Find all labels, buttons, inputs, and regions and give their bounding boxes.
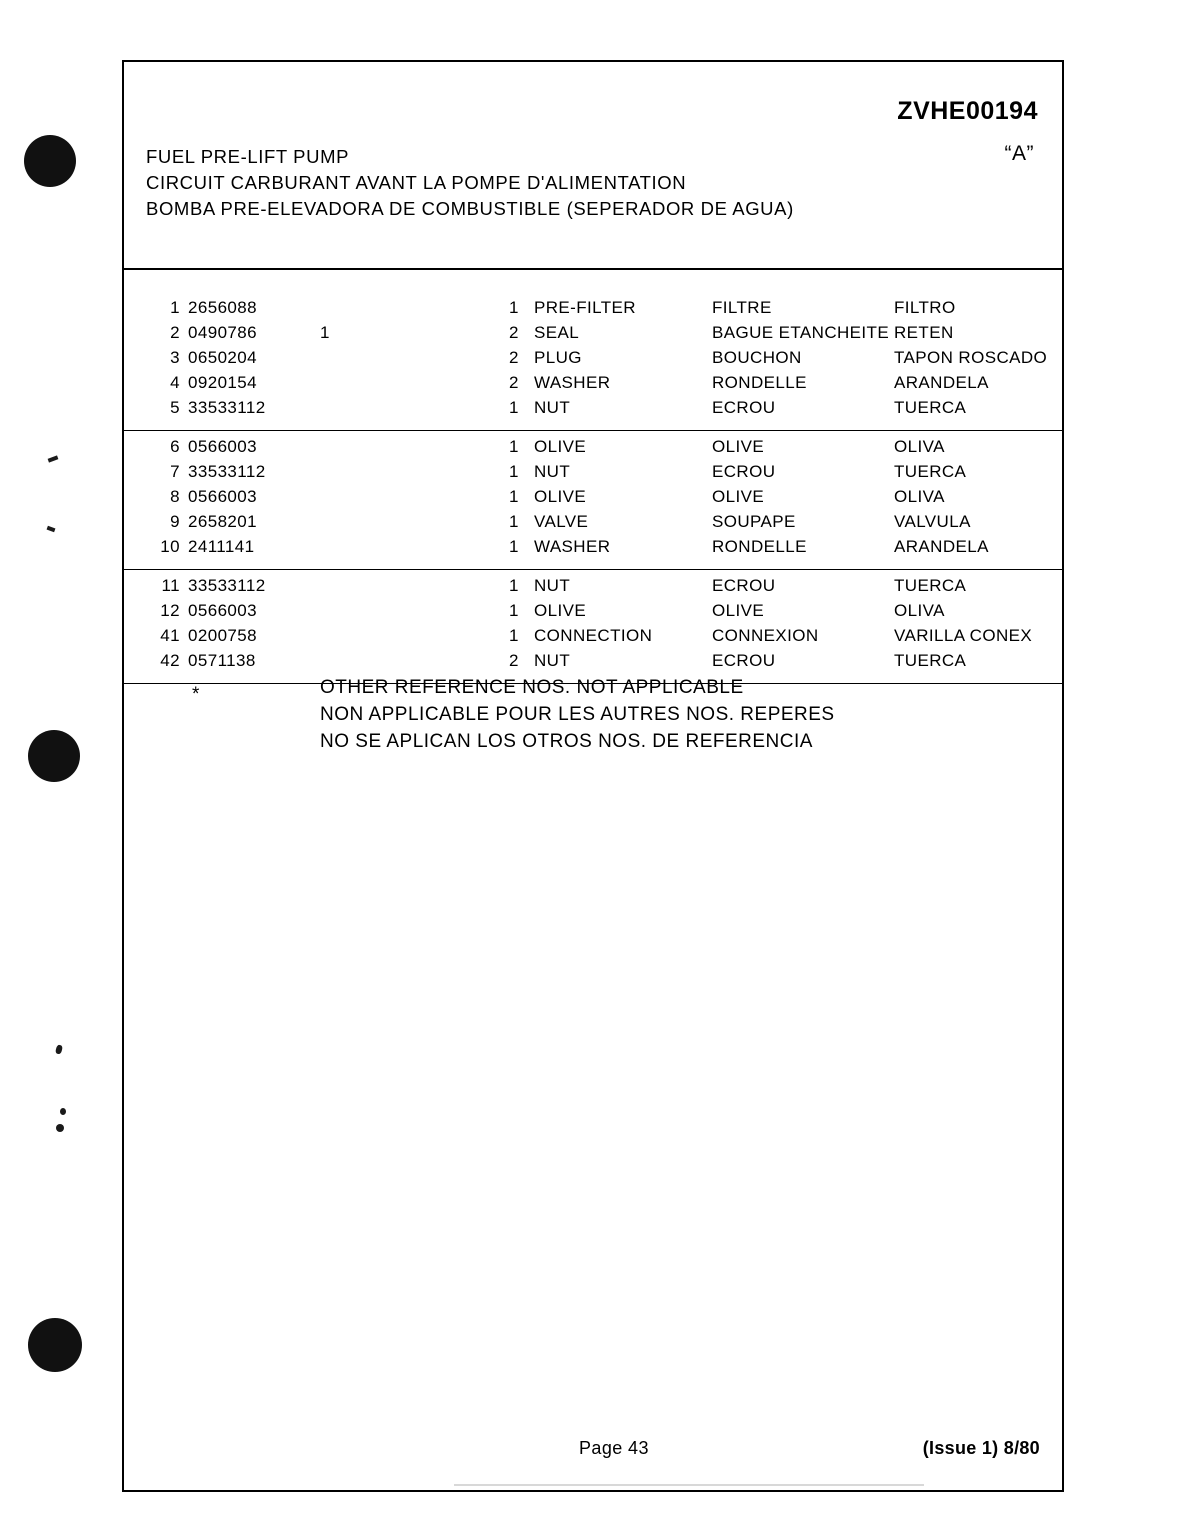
cell-qty: 1 <box>509 601 519 620</box>
cell-desc-es: TUERCA <box>894 398 967 417</box>
cell-qty: 1 <box>509 462 519 481</box>
cell-desc-en: OLIVE <box>534 487 587 506</box>
cell-qty: 2 <box>509 348 519 367</box>
cell-desc-es: ARANDELA <box>894 537 989 556</box>
cell-desc-fr: SOUPAPE <box>712 512 796 531</box>
cell-part-number: 2656088 <box>188 298 257 317</box>
cell-qty: 1 <box>509 437 519 456</box>
issue-label: (Issue 1) 8/80 <box>922 1438 1040 1458</box>
cell-part-number: 0566003 <box>188 601 257 620</box>
footnote-text <box>320 674 835 755</box>
cell-desc-en: CONNECTION <box>534 626 653 645</box>
cell-desc-es: FILTRO <box>894 298 956 317</box>
parts-group <box>124 431 1062 570</box>
cell-desc-en: OLIVE <box>534 601 587 620</box>
cell-desc-fr: ECROU <box>712 576 776 595</box>
cell-desc-es: OLIVA <box>894 601 945 620</box>
cell-desc-fr: RONDELLE <box>712 373 807 392</box>
cell-qty: 1 <box>509 576 519 595</box>
cell-desc-es: VARILLA CONEX <box>894 626 1033 645</box>
cell-qty: 2 <box>509 651 519 670</box>
cell-part-number: 33533112 <box>188 398 266 417</box>
cell-item: 41 <box>160 626 180 645</box>
cell-desc-en: WASHER <box>534 537 611 556</box>
page-title-en: FUEL PRE-LIFT PUMP <box>146 146 350 167</box>
cell-desc-fr: ECROU <box>712 651 776 670</box>
cell-desc-fr: FILTRE <box>712 298 772 317</box>
cell-part-number: 0566003 <box>188 437 257 456</box>
cell-desc-en: NUT <box>534 462 571 481</box>
cell-desc-en: NUT <box>534 398 571 417</box>
punch-hole <box>28 1318 82 1372</box>
cell-item: 4 <box>170 373 180 392</box>
cell-item: 1 <box>170 298 180 317</box>
cell-item: 11 <box>161 576 180 595</box>
parts-group <box>124 270 1062 431</box>
scan-artifact <box>60 1108 66 1115</box>
cell-part-number: 0200758 <box>188 626 257 645</box>
table-row <box>124 462 1062 487</box>
scan-artifact <box>48 455 59 462</box>
table-row <box>124 576 1062 601</box>
footnote-line-en: OTHER REFERENCE NOS. NOT APPLICABLE <box>320 677 744 698</box>
cell-desc-es: TUERCA <box>894 651 967 670</box>
cell-qty: 1 <box>509 298 519 317</box>
cell-desc-en: OLIVE <box>534 437 587 456</box>
cell-desc-en: NUT <box>534 576 571 595</box>
cell-part-number: 0920154 <box>188 373 257 392</box>
table-row <box>124 298 1062 323</box>
punch-hole <box>28 730 80 782</box>
cell-desc-es: OLIVA <box>894 487 945 506</box>
table-row <box>124 626 1062 651</box>
cell-item: 5 <box>170 398 180 417</box>
cell-desc-en: PLUG <box>534 348 582 367</box>
cell-item: 7 <box>170 462 180 481</box>
table-row <box>124 537 1062 562</box>
scan-artifact <box>56 1124 64 1132</box>
cell-item: 8 <box>170 487 180 506</box>
cell-desc-fr: BAGUE ETANCHEITE <box>712 323 890 342</box>
cell-item: 3 <box>170 348 180 367</box>
document-code: ZVHE00194 <box>897 97 1038 125</box>
parts-table <box>124 270 1062 684</box>
document-variant: “A” <box>1004 142 1034 165</box>
cell-item: 2 <box>170 323 180 342</box>
cell-desc-en: VALVE <box>534 512 589 531</box>
footnote-marker: * <box>192 684 200 705</box>
page-number: Page 43 <box>579 1438 649 1458</box>
cell-part-number: 0650204 <box>188 348 257 367</box>
cell-alt: 1 <box>320 323 330 342</box>
cell-desc-fr: RONDELLE <box>712 537 807 556</box>
cell-item: 42 <box>160 651 180 670</box>
cell-qty: 1 <box>509 512 519 531</box>
page-footer <box>124 1438 1062 1468</box>
cell-desc-fr: OLIVE <box>712 601 765 620</box>
footnote-line-fr: NON APPLICABLE POUR LES AUTRES NOS. REPERES <box>320 704 835 725</box>
table-row <box>124 373 1062 398</box>
cell-part-number: 2411141 <box>188 537 255 556</box>
cell-qty: 1 <box>509 487 519 506</box>
table-row <box>124 651 1062 676</box>
cell-qty: 1 <box>509 626 519 645</box>
cell-desc-en: PRE-FILTER <box>534 298 636 317</box>
cell-qty: 2 <box>509 373 519 392</box>
cell-desc-en: NUT <box>534 651 571 670</box>
cell-desc-fr: ECROU <box>712 398 776 417</box>
scan-artifact <box>47 526 56 532</box>
page-title <box>146 144 794 222</box>
cell-part-number: 33533112 <box>188 576 266 595</box>
cell-qty: 1 <box>509 537 519 556</box>
cell-desc-fr: BOUCHON <box>712 348 802 367</box>
table-row <box>124 512 1062 537</box>
cell-item: 10 <box>160 537 180 556</box>
table-row <box>124 601 1062 626</box>
page-title-es: BOMBA PRE-ELEVADORA DE COMBUSTIBLE (SEPERADOR DE AGUA) <box>146 198 794 219</box>
cell-desc-fr: OLIVE <box>712 437 765 456</box>
cell-desc-en: WASHER <box>534 373 611 392</box>
table-row <box>124 487 1062 512</box>
cell-desc-es: OLIVA <box>894 437 945 456</box>
cell-qty: 1 <box>509 398 519 417</box>
cell-item: 6 <box>170 437 180 456</box>
cell-part-number: 33533112 <box>188 462 266 481</box>
cell-desc-fr: CONNEXION <box>712 626 819 645</box>
cell-desc-en: SEAL <box>534 323 580 342</box>
cell-desc-es: TAPON ROSCADO <box>894 348 1048 367</box>
punch-hole <box>24 135 76 187</box>
cell-desc-es: ARANDELA <box>894 373 989 392</box>
header-block <box>124 62 1062 270</box>
cell-desc-es: TUERCA <box>894 462 967 481</box>
table-row <box>124 437 1062 462</box>
footnote-line-es: NO SE APLICAN LOS OTROS NOS. DE REFERENCIA <box>320 731 813 752</box>
cell-qty: 2 <box>509 323 519 342</box>
cell-part-number: 0566003 <box>188 487 257 506</box>
page-frame <box>122 60 1064 1492</box>
cell-part-number: 2658201 <box>188 512 257 531</box>
cell-desc-es: RETEN <box>894 323 954 342</box>
cell-desc-es: TUERCA <box>894 576 967 595</box>
cell-desc-fr: ECROU <box>712 462 776 481</box>
cell-part-number: 0571138 <box>188 651 256 670</box>
table-row <box>124 398 1062 423</box>
cell-item: 12 <box>160 601 180 620</box>
scan-artifact <box>55 1044 63 1054</box>
scan-edge <box>454 1484 924 1486</box>
cell-item: 9 <box>170 512 180 531</box>
cell-desc-es: VALVULA <box>894 512 971 531</box>
table-row <box>124 323 1062 348</box>
cell-part-number: 0490786 <box>188 323 257 342</box>
table-row <box>124 348 1062 373</box>
cell-desc-fr: OLIVE <box>712 487 765 506</box>
page-title-fr: CIRCUIT CARBURANT AVANT LA POMPE D'ALIMENTATION <box>146 172 687 193</box>
parts-group <box>124 570 1062 684</box>
